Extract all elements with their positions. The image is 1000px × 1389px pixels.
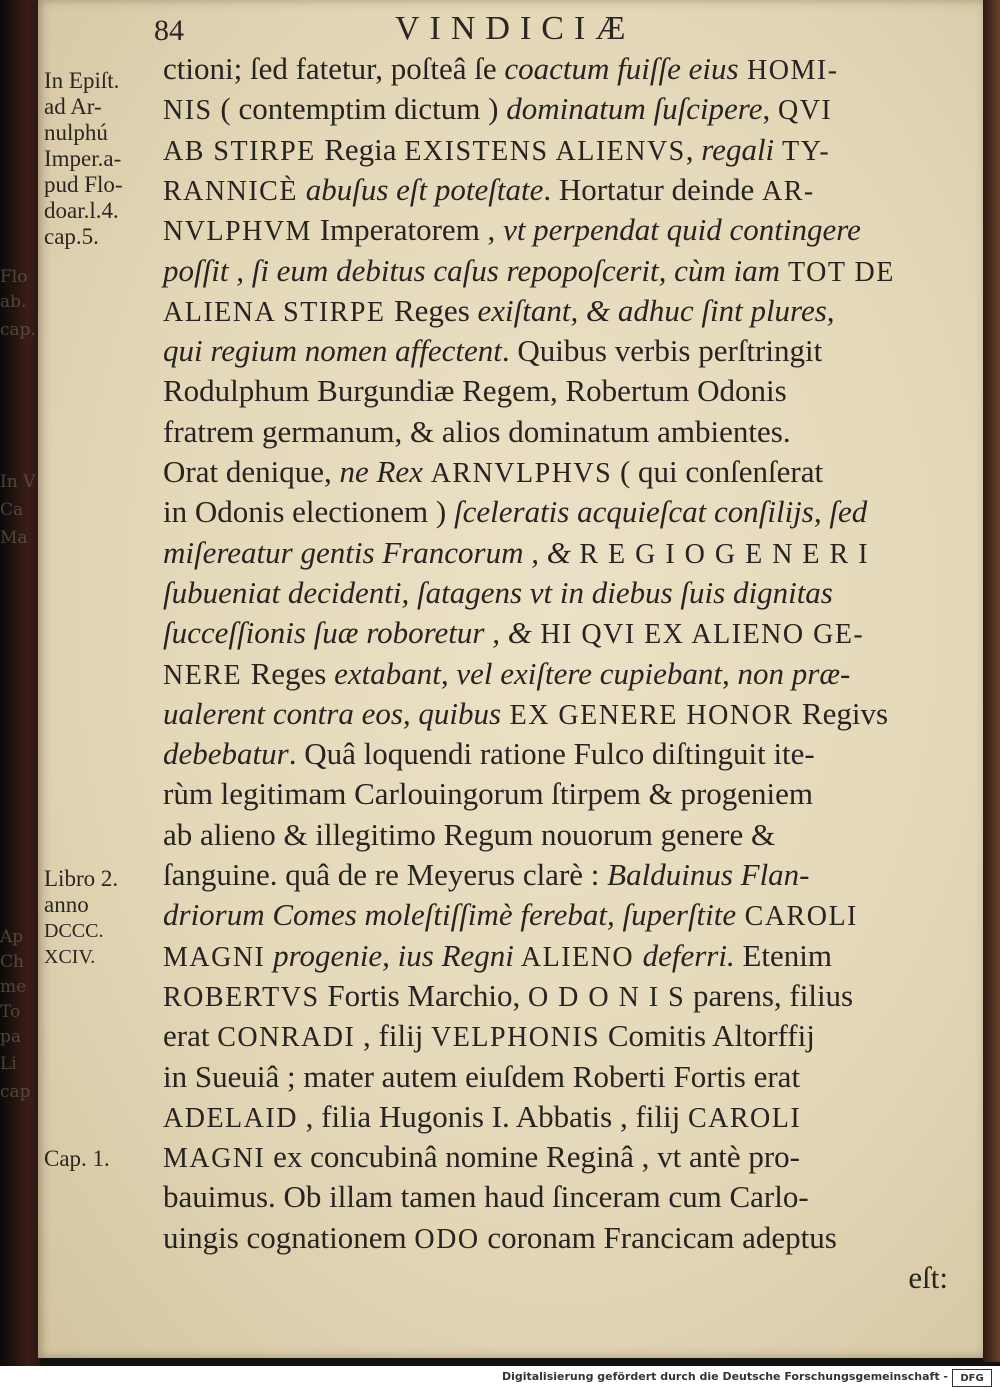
roman-text: [423, 454, 431, 489]
roman-text: ( contemptim dictum ): [212, 91, 507, 127]
bleed-through-fragment: me: [0, 977, 27, 997]
marginal-note-line: Imper.a-: [44, 146, 122, 171]
italic-text: poſſit , ſi eum debitus caſus repopoſcerit, cùm iam: [163, 252, 781, 288]
marginal-note-line: ad Ar-: [44, 94, 102, 119]
roman-text: bauimus. Ob illam tamen haud ſinceram cum Carlo-: [163, 1179, 809, 1215]
text-line: [163, 1218, 837, 1258]
bleed-through-fragment: pa: [0, 1027, 22, 1047]
roman-text: ctioni; ſed fatetur, poſteâ ſe: [163, 51, 505, 86]
roman-text: ,: [685, 131, 702, 167]
running-head: VINDICIÆ: [395, 10, 636, 47]
bleed-through-fragment: Ma: [0, 528, 28, 548]
roman-text: . Hortatur deinde: [543, 171, 762, 207]
text-line: [163, 774, 813, 814]
roman-text: eſt:: [908, 1260, 948, 1295]
small-caps-text: EX GENERE HONOR: [501, 699, 802, 731]
text-line: [163, 412, 791, 452]
marginal-note-line: Libro 2.: [44, 866, 119, 891]
text-line: [163, 452, 823, 492]
book-right-edge: [983, 0, 1000, 1362]
small-caps-text: ODO: [414, 1223, 480, 1255]
roman-text: , filij: [355, 1018, 432, 1054]
text-line: [163, 573, 833, 613]
small-caps-text: MAGNI: [163, 941, 266, 973]
marginal-note-line: anno: [44, 892, 89, 917]
bleed-through-fragment: Ca: [0, 500, 24, 520]
text-line: [163, 1016, 815, 1056]
bleed-through-margin: [0, 0, 40, 1389]
text-line: [163, 1057, 800, 1097]
marginal-note-line: XCIV.: [44, 946, 96, 968]
small-caps-text: CAROLI: [736, 901, 858, 933]
text-line: [163, 533, 869, 573]
text-line: [163, 331, 822, 371]
marginal-note-line: In Epiſt.: [44, 68, 120, 93]
text-line: [163, 49, 839, 89]
text-line: [163, 492, 867, 532]
roman-text: Reges: [250, 655, 335, 691]
bleed-through-fragment: To: [0, 1002, 21, 1022]
small-caps-text: EXISTENS ALIENVS: [404, 135, 686, 167]
roman-text: [265, 938, 273, 973]
roman-text: Rodulphum Burgundiæ Regem, Robertum Odonis: [163, 373, 787, 409]
italic-text: Balduinus Flan-: [607, 857, 810, 892]
small-caps-text: AR-: [762, 175, 815, 207]
small-caps-text: MAGNI: [163, 1143, 266, 1175]
text-line: [163, 291, 835, 331]
text-line: [163, 210, 861, 250]
small-caps-text: TY-: [774, 135, 831, 167]
italic-text: vt perpendat quid contingere: [503, 212, 861, 248]
marginal-note-epistola: [44, 68, 154, 250]
marginal-note-cap: [44, 1146, 154, 1172]
text-line: [163, 170, 815, 210]
text-line: [163, 855, 810, 895]
small-caps-text: HI QVI EX ALIENO GE-: [531, 619, 865, 651]
bleed-through-fragment: Ch: [0, 952, 24, 972]
marginal-note-line: Cap. 1.: [44, 1146, 110, 1171]
roman-text: ab alieno & illegitimo Regum nouorum genere &: [163, 816, 776, 852]
text-line: [163, 1177, 809, 1217]
roman-text: Comitis Altorffij: [600, 1018, 815, 1054]
roman-text: ex concubinâ nomine Reginâ , vt antè pro-: [265, 1139, 800, 1175]
small-caps-text: CAROLI: [687, 1102, 802, 1134]
bleed-through-fragment: cap.: [0, 320, 36, 340]
text-line: [163, 936, 832, 976]
italic-text: ſubueniat decidenti, ſatagens vt in diebus ſuis dignitas: [163, 574, 833, 610]
roman-text: rùm legitimam Carlouingorum ſtirpem & progeniem: [163, 776, 814, 812]
italic-text: deferri.: [642, 937, 735, 973]
roman-text: Regia: [324, 131, 405, 167]
roman-text: ( qui conſenſerat: [612, 454, 824, 489]
roman-text: Imperatorem ,: [311, 212, 504, 248]
small-caps-text: NVLPHVM: [163, 216, 312, 248]
marginal-note-line: doar.l.4.: [44, 198, 119, 223]
footer-bar: [0, 1366, 1000, 1389]
italic-text: coactum fuiſſe eius: [504, 51, 739, 86]
bleed-through-fragment: Li: [0, 1054, 17, 1074]
roman-text: erat: [163, 1018, 218, 1054]
bleed-through-fragment: cap: [0, 1082, 31, 1102]
marginal-note-libro: [44, 866, 154, 970]
text-line: [163, 371, 787, 411]
roman-text: Regivs: [801, 695, 889, 731]
bleed-through-fragment: ab.: [0, 292, 27, 312]
italic-text: miſereatur gentis Francorum , &: [163, 534, 571, 570]
bleed-through-fragment: Flo: [0, 267, 28, 287]
marginal-note-line: DCCC.: [44, 920, 104, 942]
italic-text: progenie, ius Regni: [273, 937, 514, 973]
small-caps-text: CONRADI: [217, 1022, 356, 1054]
roman-text: coronam Francicam adeptus: [479, 1219, 837, 1255]
small-caps-text: VELPHONIS: [431, 1022, 601, 1054]
marginal-note-line: cap.5.: [44, 224, 99, 249]
text-line: [163, 251, 895, 291]
italic-text: debebatur: [163, 736, 289, 772]
text-line: [163, 976, 853, 1016]
page-number: 84: [154, 14, 184, 47]
text-line: [163, 815, 775, 855]
small-caps-text: HOMI-: [738, 55, 839, 86]
italic-text: abuſus eſt poteſtate: [305, 171, 544, 207]
text-line: [163, 613, 864, 653]
roman-text: parens, filius: [685, 977, 854, 1013]
text-line: [163, 895, 858, 935]
marginal-note-line: pud Flo-: [44, 172, 123, 197]
small-caps-text: ALIENO: [513, 941, 643, 973]
italic-text: ualerent contra eos, quibus: [163, 695, 502, 731]
small-caps-text: NIS: [163, 95, 213, 127]
roman-text: Reges: [394, 292, 478, 328]
small-caps-text: AB STIRPE: [163, 135, 325, 167]
italic-text: ſceleratis acquieſcat conſilijs, ſed: [454, 494, 868, 530]
bleed-through-fragment: In V: [0, 472, 36, 492]
text-line: [163, 1137, 800, 1177]
text-line: [163, 654, 850, 694]
text-line: [163, 89, 832, 129]
small-caps-text: TOT DE: [780, 256, 895, 288]
page-header: [150, 4, 970, 47]
small-caps-text: ALIENA STIRPE: [163, 296, 394, 328]
roman-text: . Quibus verbis perſtringit: [501, 333, 823, 369]
italic-text: ne Rex: [339, 454, 423, 489]
italic-text: dominatum ſuſcipere: [506, 91, 763, 127]
italic-text: qui regium nomen affectent: [163, 333, 502, 369]
marginal-note-line: nulphú: [44, 120, 108, 145]
roman-text: . Quâ loquendi ratione Fulco diſtinguit ite-: [288, 736, 815, 772]
italic-text: ſucceſſionis ſuæ roboretur , &: [163, 615, 532, 651]
roman-text: [298, 172, 306, 207]
bleed-through-fragment: Ap: [0, 927, 24, 947]
small-caps-text: O D O N I S: [527, 981, 686, 1013]
text-line: [163, 130, 830, 170]
italic-text: driorum Comes moleſtiſſimè ferebat, ſuperſtite: [163, 897, 737, 933]
small-caps-text: ARNVLPHVS: [430, 458, 613, 489]
dfg-logo-icon: DFG: [952, 1369, 992, 1387]
roman-text: Orat denique,: [163, 454, 340, 489]
italic-text: regali: [701, 131, 775, 167]
roman-text: in Odonis electionem ): [163, 494, 454, 530]
small-caps-text: ADELAID: [163, 1102, 298, 1134]
roman-text: Fortis Marchio,: [319, 977, 528, 1013]
text-line: [163, 694, 888, 734]
funding-note: Digitalisierung gefördert durch die Deutsche Forschungsgemeinschaft -: [501, 1370, 948, 1383]
roman-text: ſanguine. quâ de re Meyerus clarè :: [163, 857, 608, 892]
roman-text: fratrem germanum, & alios dominatum ambientes.: [163, 413, 791, 449]
small-caps-text: QVI: [777, 95, 833, 127]
roman-text: , filia Hugonis I. Abbatis , filij: [297, 1098, 688, 1134]
roman-text: uingis cognationem: [163, 1219, 415, 1255]
text-line: [163, 734, 815, 774]
small-caps-text: ROBERTVS: [163, 981, 320, 1013]
roman-text: in Sueuiâ ; mater autem eiuſdem Roberti Fortis erat: [163, 1058, 801, 1094]
roman-text: ,: [762, 91, 778, 127]
small-caps-text: R E G I O G E N E R I: [570, 538, 870, 570]
roman-text: Etenim: [734, 937, 832, 973]
italic-text: extabant, vel exiſtere cupiebant, non præ-: [334, 655, 851, 691]
small-caps-text: NERE: [163, 659, 251, 691]
small-caps-text: RANNICÈ: [163, 175, 298, 207]
text-line: [163, 1258, 948, 1298]
italic-text: exiſtant, & adhuc ſint plures,: [477, 292, 835, 328]
text-line: [163, 1097, 801, 1137]
